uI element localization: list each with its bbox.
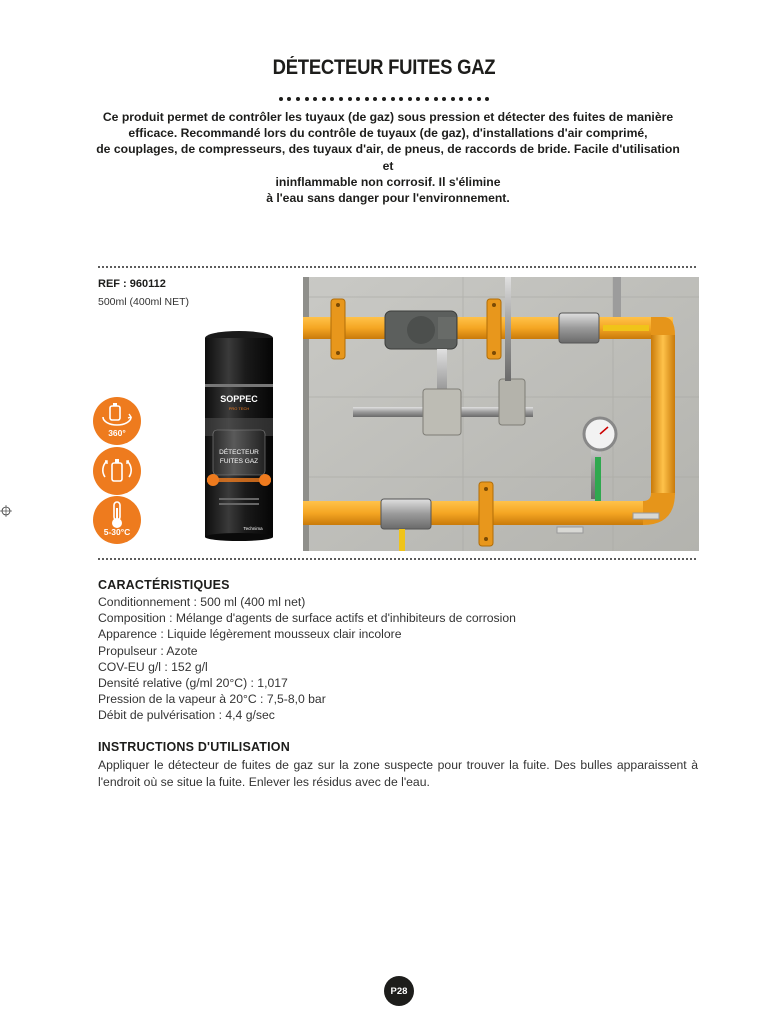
spray-angle-icon (93, 447, 141, 495)
instructions-heading: INSTRUCTIONS D'UTILISATION (98, 740, 290, 754)
spec-item: Composition : Mélange d'agents de surface actifs et d'inhibiteurs de corrosion (98, 611, 516, 626)
dotted-divider-top (97, 266, 697, 268)
badge-360 (93, 397, 141, 445)
badge-temperature (93, 496, 141, 544)
dotted-divider-bottom (97, 558, 697, 560)
can-label-line2: FUITES GAZ (219, 458, 259, 465)
intro-line: Ce produit permet de contrôler les tuyaux (de gaz) sous pression et détecter des fuites de manière (102, 110, 674, 124)
can-footer: Technima (243, 526, 263, 531)
can-subbrand: PRO TECH (228, 406, 250, 411)
intro-line: de couplages, de compresseurs, des tuyaux d'air, de pneus, de raccords de bride. Facile d'utilisation et (96, 142, 680, 173)
badge-label: 5-30°C (103, 527, 131, 537)
intro-line: à l'eau sans danger pour l'environnement. (266, 191, 510, 206)
spec-item: Pression de la vapeur à 20°C : 7,5-8,0 bar (98, 692, 326, 707)
intro-line: ininflammable non corrosif. Il s'élimine (275, 174, 501, 189)
can-label-line1: DÉTECTEUR (219, 449, 259, 456)
gas-pipes-photo (303, 277, 699, 551)
product-can-image (203, 330, 275, 542)
badge-spray-angle (93, 447, 141, 495)
page-title: DÉTECTEUR FUITES GAZ (272, 56, 496, 79)
product-ref: REF : 960112 (98, 278, 166, 290)
spec-item: Propulseur : Azote (98, 643, 198, 658)
page-number-badge: P28 (384, 976, 414, 1006)
spec-item: Densité relative (g/ml 20°C) : 1,017 (98, 676, 288, 691)
spec-item: COV-EU g/l : 152 g/l (98, 659, 208, 674)
spec-item: Apparence : Liquide légèrement mousseux clair incolore (98, 627, 402, 642)
characteristics-heading: CARACTÉRISTIQUES (98, 578, 230, 592)
can-brand: SOPPEC (220, 394, 258, 404)
instructions-text: Appliquer le détecteur de fuites de gaz sur la zone suspecte pour trouver la fuite. Des bulles apparaissent à l'endroit où se situe la fuite. Enlever les résidus avec de l'eau. (98, 758, 698, 789)
intro-paragraph (90, 109, 686, 206)
registration-mark-icon (0, 505, 12, 517)
badge-label: 360° (108, 428, 126, 438)
spec-item: Conditionnement : 500 ml (400 ml net) (98, 595, 306, 609)
characteristics-list (98, 594, 698, 724)
product-volume: 500ml (400ml NET) (98, 296, 190, 308)
spec-item: Débit de pulvérisation : 4,4 g/sec (98, 708, 275, 723)
intro-line: efficace. Recommandé lors du contrôle de tuyaux (de gaz), d'installations d'air comprimé, (128, 126, 648, 141)
title-dot-divider (0, 88, 768, 106)
